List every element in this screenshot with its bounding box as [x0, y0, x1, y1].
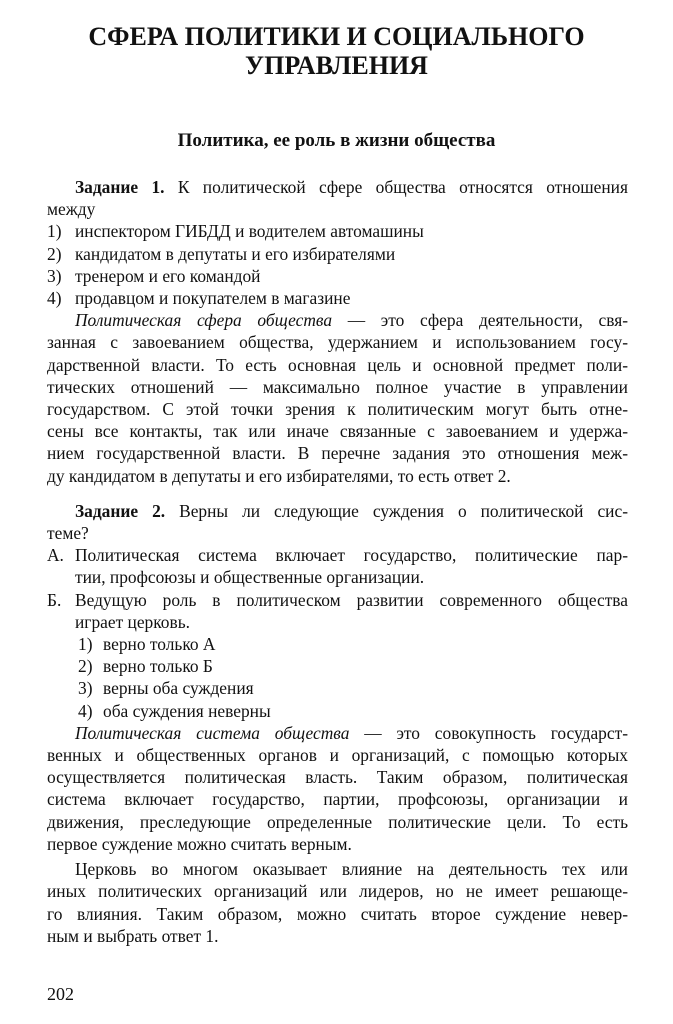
task2-option	[47, 655, 628, 677]
text-line: нием государственной власти. В перечне задания это отношения меж-	[47, 443, 628, 464]
statement-letter: А.	[47, 545, 64, 566]
task1-explanation-first-line	[47, 309, 628, 331]
task1-question	[47, 176, 628, 198]
text-line: Политическая система включает государство, политические пар-	[75, 545, 628, 566]
option-number: 4)	[78, 700, 93, 721]
text-line: между	[47, 199, 96, 220]
task2-option	[47, 700, 628, 722]
option-number: 3)	[78, 678, 93, 699]
text-line: первое суждение можно считать верным.	[47, 833, 352, 854]
task2-question	[47, 500, 628, 522]
task2-statement	[47, 589, 628, 633]
option-text: инспектором ГИБДД и водителем автомашины	[75, 221, 424, 242]
text-line: К политической сфере общества относятся отношения	[164, 177, 628, 197]
task2-label: Задание 2.	[75, 500, 166, 521]
option-text: верно только А	[103, 634, 216, 655]
task1-option	[47, 287, 628, 309]
text-line: дарственной власти. То есть основная цель и основной предмет поли-	[47, 354, 628, 375]
text-line: тических отношений — максимально полное участие в управлении	[47, 376, 628, 397]
statement-letter: Б.	[47, 589, 62, 610]
text-line: — это совокупность государст-	[349, 722, 628, 743]
text-line: система включает государство, партии, профсоюзы, организации и	[47, 789, 628, 810]
task2-option	[47, 677, 628, 699]
option-number: 1)	[47, 221, 62, 242]
task1-option	[47, 243, 628, 265]
text-line: тии, профсоюзы и общественные организации.	[75, 567, 425, 588]
text-line: осуществляется политическая власть. Таким образом, политическая	[47, 767, 628, 788]
text-line: играет церковь.	[75, 611, 190, 632]
option-number: 2)	[47, 243, 62, 264]
task2-statement	[47, 544, 628, 588]
task1-option	[47, 265, 628, 287]
option-number: 2)	[78, 656, 93, 677]
option-number: 4)	[47, 288, 62, 309]
option-text: тренером и его командой	[75, 265, 261, 286]
text-line: сены все контакты, так или иначе связанные с завоеванием и удержа-	[47, 421, 628, 442]
section-title: Политика, ее роль в жизни общества	[177, 130, 496, 151]
chapter-title	[0, 22, 673, 80]
text-line: иных политических организаций или лидеров, но не имеет решающе-	[47, 881, 628, 902]
text-line: го влияния. Таким образом, можно считать второе суждение невер-	[47, 903, 628, 924]
text-line: теме?	[47, 523, 89, 544]
option-text: оба суждения неверны	[103, 700, 271, 721]
text-line: движения, преследующие определенные политические цели. То есть	[47, 811, 628, 832]
text-line: ным и выбрать ответ 1.	[47, 925, 219, 946]
defined-term: Политическая сфера общества	[75, 310, 333, 331]
spacer	[47, 487, 628, 500]
text-line: Ведущую роль в политическом развитии современного общества	[75, 589, 628, 610]
text-line: Верны ли следующие суждения о политической сис-	[165, 500, 628, 521]
task1-option	[47, 220, 628, 242]
text-line: венных и общественных органов и организаций, с помощью которых	[47, 745, 628, 766]
text-line: — это сфера деятельности, свя-	[332, 310, 628, 331]
task2-explanation-first-line	[47, 722, 628, 744]
text-line: Церковь во многом оказывает влияние на деятельность тех или	[75, 859, 628, 880]
text-line: занная с завоеванием общества, удержанием и использованием госу-	[47, 332, 628, 353]
page-body	[47, 176, 628, 947]
task2-option	[47, 633, 628, 655]
option-text: верны оба суждения	[103, 678, 254, 699]
defined-term: Политическая система общества	[75, 722, 350, 743]
task1-label: Задание 1.	[75, 177, 165, 197]
option-number: 3)	[47, 265, 62, 286]
option-text: кандидатом в депутаты и его избирателями	[75, 243, 396, 264]
text-line: государством. С этой точки зрения к политическим могут быть отне-	[47, 399, 628, 420]
page-number: 202	[47, 984, 74, 1004]
option-text: продавцом и покупателем в магазине	[75, 288, 351, 309]
chapter-title-line: УПРАВЛЕНИЯ	[245, 51, 428, 80]
option-number: 1)	[78, 634, 93, 655]
option-text: верно только Б	[103, 656, 213, 677]
chapter-title-line: СФЕРА ПОЛИТИКИ И СОЦИАЛЬНОГО	[88, 22, 585, 51]
text-line: ду кандидатом в депутаты и его избирателями, то есть ответ 2.	[47, 465, 511, 486]
